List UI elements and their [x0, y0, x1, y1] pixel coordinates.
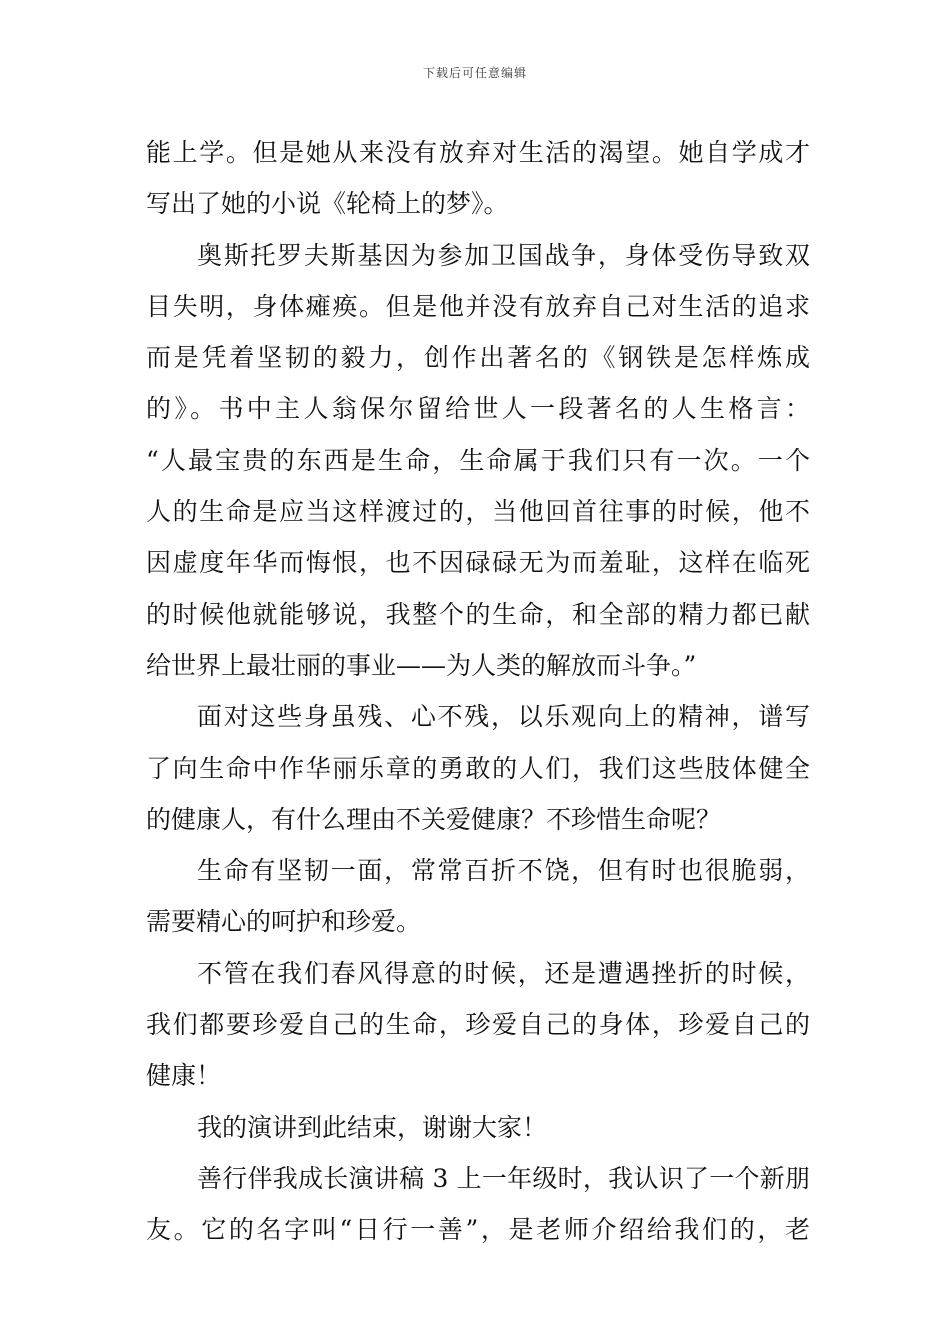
text-line: 我们都要珍爱自己的生命，珍爱自己的身体，珍爱自己的 — [146, 1010, 810, 1040]
text-line: 写出了她的小说《轮椅上的梦》。 — [146, 189, 509, 219]
page-header: 下载后可任意编辑 — [422, 66, 527, 80]
text-line: 的时候他就能够说，我整个的生命，和全部的精力都已献 — [146, 599, 810, 629]
document-body — [146, 127, 810, 1256]
text-line: 因虚度年华而悔恨，也不因碌碌无为而羞耻，这样在临死 — [146, 548, 810, 578]
text-line: 的》。书中主人翁保尔留给世人一段著名的人生格言： — [146, 394, 810, 424]
text-line: 我的演讲到此结束，谢谢大家！ — [197, 1112, 548, 1142]
text-line: 生命有坚韧一面，常常百折不饶，但有时也很脆弱， — [197, 856, 810, 886]
text-line: 面对这些身虽残、心不残，以乐观向上的精神，谱写 — [197, 702, 810, 732]
text-line: “人最宝贵的东西是生命，生命属于我们只有一次。一个 — [146, 445, 810, 475]
text-line: 健康！ — [146, 1061, 222, 1091]
text-line: 人的生命是应当这样渡过的，当他回首往事的时候，他不 — [146, 497, 810, 527]
text-line: 不管在我们春风得意的时候，还是遭遇挫折的时候， — [197, 958, 810, 988]
text-line: 友。它的名字叫“日行一善”，是老师介绍给我们的，老 — [146, 1215, 810, 1245]
text-line: 奥斯托罗夫斯基因为参加卫国战争，身体受伤导致双 — [197, 240, 810, 270]
text-line: 善行伴我成长演讲稿 3 上一年级时，我认识了一个新朋 — [197, 1163, 810, 1193]
text-line: 了向生命中作华丽乐章的勇敢的人们，我们这些肢体健全 — [146, 753, 810, 783]
text-line: 而是凭着坚韧的毅力，创作出著名的《钢铁是怎样炼成 — [146, 343, 810, 373]
text-line: 的健康人，有什么理由不关爱健康？不珍惜生命呢？ — [146, 804, 722, 834]
text-line: 给世界上最壮丽的事业——为人类的解放而斗争。” — [146, 650, 697, 680]
text-line: 能上学。但是她从来没有放弃对生活的渴望。她自学成才 — [146, 138, 810, 167]
text-line: 需要精心的呵护和珍爱。 — [146, 907, 422, 937]
text-line: 目失明，身体瘫痪。但是他并没有放弃自己对生活的追求 — [146, 291, 810, 321]
